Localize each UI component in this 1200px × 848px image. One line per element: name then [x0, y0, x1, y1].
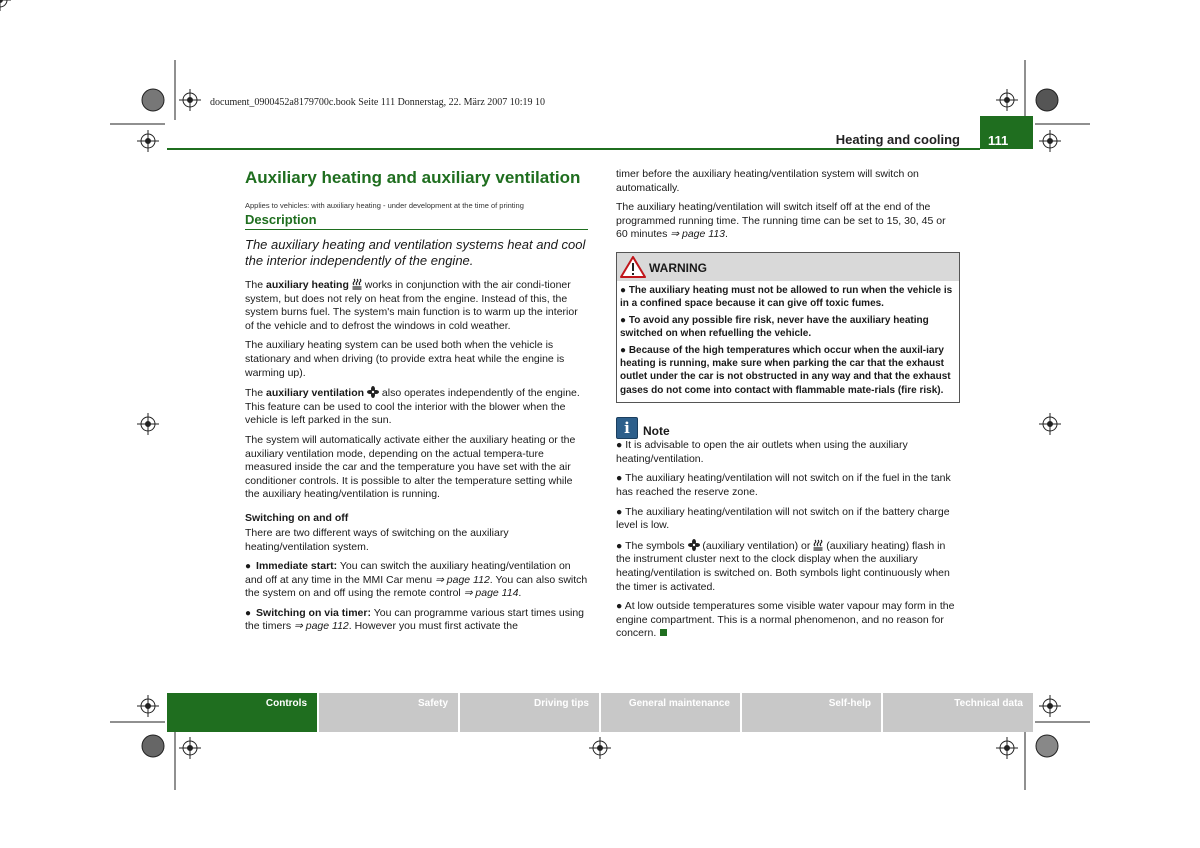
note-item: ● At low outside temperatures some visible water vapour may form in the engine compartment. This is a normal phenomenon, and no reason for concern.: [616, 600, 955, 640]
warning-triangle-icon: [620, 256, 646, 278]
page-number: 111: [988, 133, 1009, 148]
applies-note: Applies to vehicles: with auxiliary heating - under development at the time of printing: [245, 201, 524, 210]
page-link[interactable]: ⇒ page 112: [294, 620, 349, 633]
paragraph: The system will automatically activate either the auxiliary heating or the auxiliary ventilation mode, depending on the actual tempera-ture measured inside the car and the temperature you have set with the air conditioner controls. It is possible to alter the temperature setting while the auxiliary heating/ventilation is running.: [245, 433, 576, 501]
fan-icon: [367, 386, 379, 398]
note-item: ● The auxiliary heating/ventilation will not switch on if the fuel in the tank has reached the reserve zone.: [616, 472, 951, 498]
left-column: [245, 168, 588, 640]
right-column: [616, 168, 960, 647]
note-item: ● The symbols (auxiliary ventilation) or (auxiliary heating) flash in the instrument cluster next to the clock display when the auxiliary heating/ventilation is switched on. Both symbols light continuously when the timer is activated.: [616, 539, 950, 593]
lead-paragraph: The auxiliary heating and ventilation systems heat and cool the interior independently of the engine.: [245, 237, 586, 268]
paragraph: The auxiliary heating works in conjunction with the air condi-tioner system, but does not rely on heat from the engine. Instead of this, the system burns fuel. The system's main function is to warm up the interior of the vehicle and to defrost the windows in cold weather.: [245, 279, 578, 332]
warning-item: ● The auxiliary heating must not be allowed to run when the vehicle is in a confined space because it can give off toxic fumes.: [620, 284, 953, 310]
page-heading: Auxiliary heating and auxiliary ventilation: [245, 168, 581, 187]
header-rule: [167, 148, 980, 150]
note-header: [616, 417, 960, 439]
warning-box: [616, 252, 960, 403]
paragraph: The auxiliary ventilation also operates independently of the engine. This feature can be used to cool the interior with the blower when the vehicle is left parked in the sun.: [245, 387, 580, 427]
tab-self-help[interactable]: Self-help: [742, 693, 881, 732]
page-number-box: [980, 116, 1033, 149]
tab-driving-tips[interactable]: Driving tips: [460, 693, 599, 732]
paragraph: The auxiliary heating system can be used both when the vehicle is stationary and when driving (to provide extra heat while the engine is warming up).: [245, 339, 565, 379]
paragraph: There are two different ways of switching on the auxiliary heating/ventilation system.: [245, 526, 509, 553]
tab-controls[interactable]: Controls: [167, 693, 317, 732]
page-link[interactable]: ⇒ page 112: [435, 573, 490, 586]
tab-technical-data[interactable]: Technical data: [883, 693, 1033, 732]
print-header: document_0900452a8179700c.book Seite 111 Donnerstag, 22. März 2007 10:19 10: [210, 97, 546, 108]
section-title: Description: [245, 212, 588, 230]
page-link[interactable]: ⇒ page 114: [463, 587, 519, 600]
warning-item: ● To avoid any possible fire risk, never have the auxiliary heating switched on when refuelling the vehicle.: [620, 314, 929, 340]
list-item: ● Immediate start: You can switch the auxiliary heating/ventilation on and off at any time in the MMI Car menu ⇒ page 112. You can also switch the system on and off using the remote control ⇒ page 114.: [245, 560, 588, 600]
warning-body: [617, 281, 959, 402]
end-of-section-mark: [660, 629, 667, 636]
tab-general-maintenance[interactable]: General maintenance: [601, 693, 740, 732]
fan-icon: [688, 539, 700, 551]
warning-title: WARNING: [649, 260, 707, 275]
note-item: ● It is advisable to open the air outlets when using the auxiliary heating/ventilation.: [616, 439, 908, 465]
warning-item: ● Because of the high temperatures which occur when the auxil-iary heating is running, make sure when parking the car that the exhaust outlet under the car is not obstructed in any way and that the exhaust gases do not come into contact with flammable mate-rials (fire risk).: [620, 344, 951, 396]
warning-header: [617, 253, 959, 281]
heater-icon: [352, 278, 362, 290]
info-icon: i: [616, 417, 638, 439]
paragraph: timer before the auxiliary heating/ventilation system will switch on automatically.: [616, 168, 919, 194]
note-item: ● The auxiliary heating/ventilation will not switch on if the battery charge level is low.: [616, 505, 950, 532]
chapter-title: Heating and cooling: [835, 132, 960, 147]
page-link[interactable]: ⇒ page 113: [670, 228, 726, 241]
paragraph: The auxiliary heating/ventilation will switch itself off at the end of the programmed running time. The running time can be set to 15, 30, 45 or 60 minutes ⇒ page 113.: [616, 201, 946, 241]
chapter-tabs: [167, 693, 1033, 732]
subheading: Switching on and off: [245, 511, 349, 524]
tab-safety[interactable]: Safety: [319, 693, 458, 732]
heater-icon: [813, 539, 823, 551]
list-item: ● Switching on via timer: You can programme various start times using the timers ⇒ page 112. However you must first activate the: [245, 606, 585, 633]
note-title: Note: [643, 424, 670, 439]
